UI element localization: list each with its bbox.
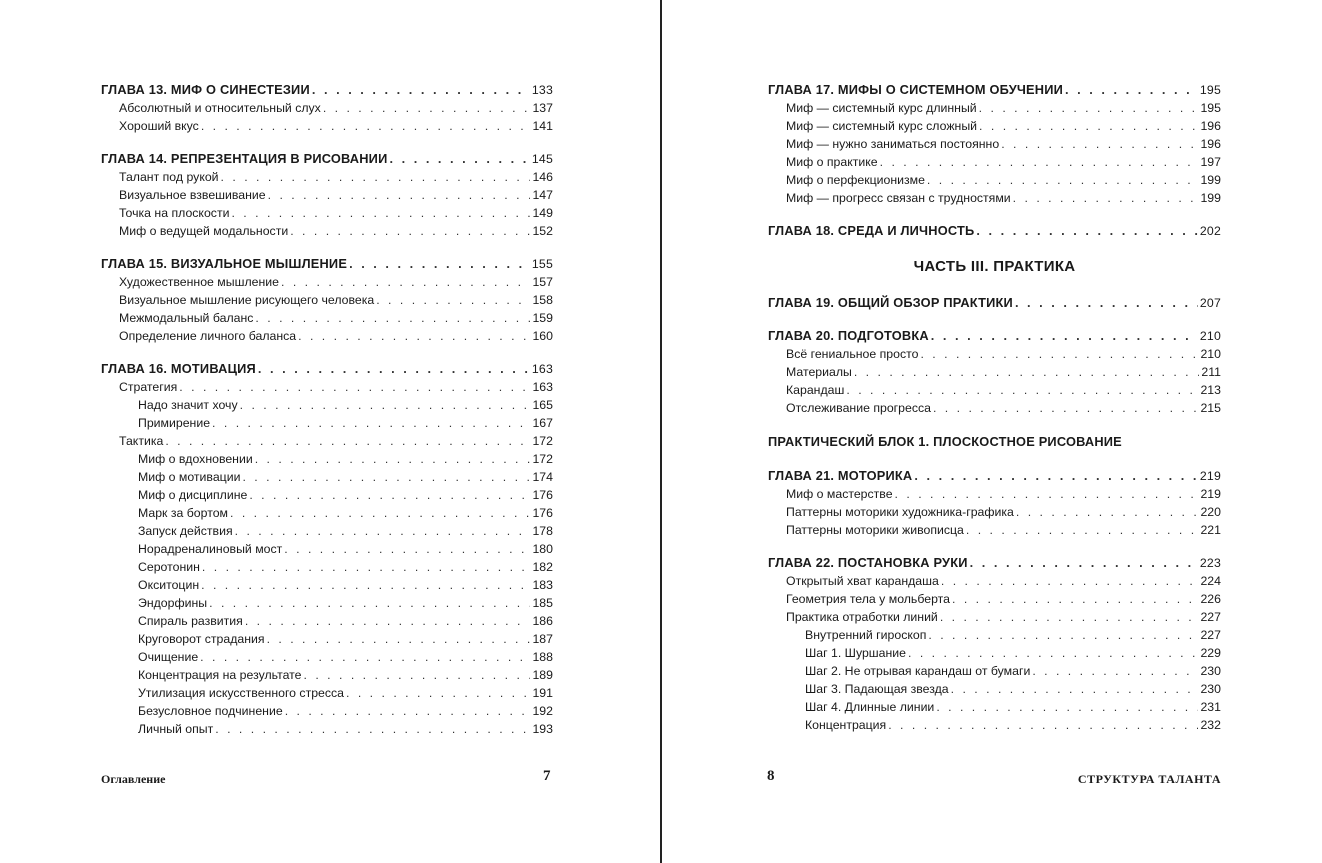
dot-leader (284, 540, 530, 558)
toc-entry-title: Марк за бортом (138, 506, 228, 520)
toc-section-entry (768, 485, 1221, 503)
toc-entry-title: Шаг 3. Падающая звезда (805, 682, 949, 696)
toc-entry-title: Миф о ведущей модальности (119, 224, 289, 238)
toc-section-entry (101, 291, 553, 309)
toc-entry-title: Стратегия (119, 380, 178, 394)
toc-entry-title: Абсолютный и относительный слух (119, 101, 321, 115)
toc-entry-title: ГЛАВА 22. ПОСТАНОВКА РУКИ (768, 555, 968, 570)
toc-section-entry (768, 572, 1221, 590)
toc-section-entry (101, 432, 553, 450)
toc-page-number: 189 (532, 668, 553, 682)
toc-page-number: 221 (1200, 523, 1221, 537)
toc-page-number: 196 (1200, 137, 1221, 151)
toc-page-number: 182 (532, 560, 553, 574)
toc-entry-title: Внутренний гироскоп (805, 628, 927, 642)
toc-page-number: 141 (532, 119, 553, 133)
toc-entry-title: Миф — прогресс связан с трудностями (786, 191, 1011, 205)
part-heading: ЧАСТЬ III. ПРАКТИКА (913, 258, 1076, 275)
dot-leader (880, 153, 1199, 171)
dot-leader (895, 485, 1199, 503)
toc-section-entry (101, 309, 553, 327)
toc-page-number: 211 (1201, 365, 1221, 379)
toc-page-number: 215 (1200, 401, 1221, 415)
dot-leader (231, 204, 530, 222)
toc-page-number: 197 (1200, 155, 1221, 169)
toc-entry-title: Концентрация на результате (138, 668, 302, 682)
toc-entry-title: ГЛАВА 21. МОТОРИКА (768, 468, 913, 483)
dot-leader (281, 273, 530, 291)
dot-leader (1015, 294, 1198, 312)
dot-leader (908, 644, 1198, 662)
dot-leader (209, 594, 530, 612)
dot-leader (888, 716, 1198, 734)
toc-entry-title: Миф — системный курс сложный (786, 119, 978, 133)
toc-section-entry (101, 186, 553, 204)
dot-leader (255, 309, 530, 327)
dot-leader (979, 99, 1199, 117)
toc-page-number: 232 (1200, 718, 1221, 732)
toc-page-number: 230 (1200, 664, 1221, 678)
toc-page-number: 196 (1200, 119, 1221, 133)
dot-leader (349, 255, 530, 273)
dot-leader (846, 381, 1198, 399)
dot-leader (941, 572, 1199, 590)
toc-entry-title: Круговорот страдания (138, 632, 265, 646)
toc-entry-title: Тактика (119, 434, 164, 448)
toc-section-entry (768, 381, 1221, 399)
toc-section-entry (768, 680, 1221, 698)
toc-section-entry (101, 273, 553, 291)
toc-section-entry (768, 608, 1221, 626)
toc-entry-title: ГЛАВА 19. ОБЩИЙ ОБЗОР ПРАКТИКИ (768, 295, 1013, 310)
toc-section-entry (101, 558, 553, 576)
dot-leader (200, 648, 530, 666)
dot-leader (952, 590, 1198, 608)
toc-entry-title: ГЛАВА 14. РЕПРЕЗЕНТАЦИЯ В РИСОВАНИИ (101, 151, 388, 166)
toc-section-entry (101, 222, 553, 240)
dot-leader (230, 504, 530, 522)
toc-page-number: 219 (1199, 469, 1221, 483)
toc-entry-title: Миф о перфекционизме (786, 173, 925, 187)
toc-entry-title: ГЛАВА 16. МОТИВАЦИЯ (101, 361, 256, 376)
toc-entry-title: Шаг 4. Длинные линии (805, 700, 935, 714)
toc-section-entry (101, 576, 553, 594)
toc-page-number: 174 (532, 470, 553, 484)
toc-entry-title: ГЛАВА 13. МИФ О СИНЕСТЕЗИИ (101, 82, 310, 97)
toc-page-number: 193 (532, 722, 553, 736)
dot-leader (1032, 662, 1198, 680)
dot-leader (215, 720, 530, 738)
toc-section-entry (101, 612, 553, 630)
toc-section-entry (101, 720, 553, 738)
toc-entry-title: Геометрия тела у мольберта (786, 592, 950, 606)
toc-page-number: 223 (1199, 556, 1221, 570)
dot-leader (951, 680, 1199, 698)
left-table-of-contents (101, 81, 553, 738)
toc-entry-title: Миф о мотивации (138, 470, 241, 484)
toc-entry-title: Эндорфины (138, 596, 208, 610)
dot-leader (267, 630, 531, 648)
dot-leader (245, 612, 531, 630)
dot-leader (389, 150, 529, 168)
toc-section-entry (101, 486, 553, 504)
toc-entry-title: Надо значит хочу (138, 398, 238, 412)
toc-entry-title: ГЛАВА 20. ПОДГОТОВКА (768, 328, 929, 343)
dot-leader (914, 467, 1198, 485)
toc-page-number: 210 (1200, 347, 1221, 361)
toc-section-entry (768, 345, 1221, 363)
toc-page-number: 207 (1199, 296, 1221, 310)
toc-section-entry (101, 504, 553, 522)
toc-section-entry (768, 399, 1221, 417)
toc-section-entry (768, 626, 1221, 644)
toc-page-number: 145 (531, 152, 553, 166)
toc-section-entry (768, 171, 1221, 189)
dot-leader (933, 399, 1199, 417)
toc-entry-title: Очищение (138, 650, 199, 664)
toc-page-number: 167 (532, 416, 553, 430)
toc-entry-title: ГЛАВА 15. ВИЗУАЛЬНОЕ МЫШЛЕНИЕ (101, 256, 348, 271)
toc-section-entry (101, 702, 553, 720)
toc-page-number: 229 (1200, 646, 1221, 660)
toc-section-entry (101, 540, 553, 558)
toc-page-number: 172 (532, 434, 553, 448)
dot-leader (242, 468, 530, 486)
toc-page-number: 224 (1200, 574, 1221, 588)
toc-entry-title: Открытый хват карандаша (786, 574, 939, 588)
toc-page-number: 227 (1200, 610, 1221, 624)
dot-leader (240, 396, 531, 414)
toc-page-number: 133 (531, 83, 553, 97)
toc-entry-title: Концентрация (805, 718, 887, 732)
toc-page-number: 152 (532, 224, 553, 238)
dot-leader (376, 291, 530, 309)
toc-section-entry (101, 630, 553, 648)
toc-entry-title: Межмодальный баланс (119, 311, 254, 325)
toc-section-entry (101, 378, 553, 396)
toc-section-entry (101, 414, 553, 432)
toc-page-number: 202 (1199, 224, 1221, 238)
toc-section-entry (101, 396, 553, 414)
dot-leader (303, 666, 530, 684)
dot-leader (201, 117, 531, 135)
toc-page-number: 195 (1199, 83, 1221, 97)
toc-section-entry (101, 168, 553, 186)
dot-leader (928, 626, 1198, 644)
toc-entry-title: Паттерны моторики художника-графика (786, 505, 1014, 519)
toc-page-number: 220 (1200, 505, 1221, 519)
toc-page-number: 192 (532, 704, 553, 718)
dot-leader (285, 702, 531, 720)
toc-section-entry (768, 189, 1221, 207)
toc-entry-title: Определение личного баланса (119, 329, 297, 343)
toc-entry-title: Миф — нужно заниматься постоянно (786, 137, 1000, 151)
dot-leader (202, 558, 531, 576)
toc-entry-title: Миф о практике (786, 155, 878, 169)
right-table-of-contents (768, 81, 1221, 734)
dot-leader (1001, 135, 1198, 153)
dot-leader (201, 576, 530, 594)
toc-entry-title: Паттерны моторики живописца (786, 523, 964, 537)
toc-section-entry (768, 590, 1221, 608)
toc-page-number: 188 (532, 650, 553, 664)
toc-page-number: 163 (532, 380, 553, 394)
toc-entry-title: Миф о дисциплине (138, 488, 248, 502)
toc-page-number: 230 (1200, 682, 1221, 696)
toc-page-number: 165 (532, 398, 553, 412)
dot-leader (976, 222, 1197, 240)
dot-leader (212, 414, 530, 432)
dot-leader (179, 378, 530, 396)
toc-section-entry (101, 666, 553, 684)
right-running-title: СТРУКТУРА ТАЛАНТА (1077, 772, 1221, 786)
left-page-number: 7 (543, 768, 551, 784)
toc-entry-title: Шаг 1. Шуршание (805, 646, 907, 660)
toc-chapter-entry (768, 467, 1221, 485)
toc-entry-title: Примирение (138, 416, 211, 430)
dot-leader (1065, 81, 1198, 99)
toc-entry-title: Спираль развития (138, 614, 243, 628)
toc-page-number: 226 (1200, 592, 1221, 606)
toc-section-entry (768, 716, 1221, 734)
toc-section-entry (768, 698, 1221, 716)
toc-section-entry (101, 522, 553, 540)
toc-page-number: 149 (532, 206, 553, 220)
toc-entry-title: Визуальное мышление рисующего человека (119, 293, 375, 307)
toc-page-number: 185 (532, 596, 553, 610)
toc-page-number: 199 (1200, 191, 1221, 205)
toc-entry-title: ГЛАВА 18. СРЕДА И ЛИЧНОСТЬ (768, 223, 975, 238)
dot-leader (1013, 189, 1199, 207)
toc-entry-title: Миф — системный курс длинный (786, 101, 977, 115)
toc-entry-title: ГЛАВА 17. МИФЫ О СИСТЕМНОМ ОБУЧЕНИИ (768, 82, 1064, 97)
toc-page-number: 176 (532, 488, 553, 502)
dot-leader (221, 168, 531, 186)
toc-chapter-entry (768, 327, 1221, 345)
toc-chapter-entry (101, 255, 553, 273)
toc-entry-title: Миф о мастерстве (786, 487, 893, 501)
right-page-number: 8 (767, 768, 775, 784)
dot-leader (920, 345, 1198, 363)
toc-section-entry (101, 117, 553, 135)
toc-page-number: 176 (532, 506, 553, 520)
dot-leader (268, 186, 531, 204)
toc-section-entry (768, 644, 1221, 662)
toc-section-entry (101, 648, 553, 666)
dot-leader (312, 81, 530, 99)
dot-leader (1016, 503, 1199, 521)
dot-leader (346, 684, 530, 702)
toc-entry-title: Запуск действия (138, 524, 233, 538)
dot-leader (966, 521, 1199, 539)
toc-entry-title: Окситоцин (138, 578, 200, 592)
toc-page-number: 157 (532, 275, 553, 289)
toc-chapter-entry (768, 294, 1221, 312)
toc-chapter-entry (768, 554, 1221, 572)
toc-page-number: 178 (532, 524, 553, 538)
toc-page-number: 213 (1200, 383, 1221, 397)
dot-leader (323, 99, 531, 117)
dot-leader (298, 327, 530, 345)
toc-section-entry (768, 363, 1221, 381)
toc-chapter-entry (101, 150, 553, 168)
dot-leader (931, 327, 1198, 345)
right-page (662, 0, 1322, 863)
toc-section-entry (768, 117, 1221, 135)
toc-section-entry (768, 503, 1221, 521)
toc-page-number: 155 (531, 257, 553, 271)
toc-section-entry (768, 153, 1221, 171)
toc-section-entry (768, 135, 1221, 153)
toc-section-entry (768, 99, 1221, 117)
left-running-title: Оглавление (101, 772, 166, 786)
dot-leader (854, 363, 1200, 381)
toc-page-number: 183 (532, 578, 553, 592)
dot-leader (165, 432, 530, 450)
toc-entry-title: Материалы (786, 365, 852, 379)
dot-leader (979, 117, 1198, 135)
toc-entry-title: Серотонин (138, 560, 200, 574)
toc-page-number: 187 (532, 632, 553, 646)
toc-page-number: 231 (1200, 700, 1221, 714)
toc-entry-title: Практика отработки линий (786, 610, 938, 624)
toc-chapter-entry (101, 81, 553, 99)
toc-page-number: 137 (532, 101, 553, 115)
toc-chapter-entry (101, 360, 553, 378)
toc-page-number: 163 (531, 362, 553, 376)
toc-section-entry (101, 327, 553, 345)
toc-section-entry (768, 662, 1221, 680)
toc-chapter-entry (768, 81, 1221, 99)
toc-page-number: 210 (1199, 329, 1221, 343)
toc-page-number: 172 (532, 452, 553, 466)
toc-entry-title: Отслеживание прогресса (786, 401, 931, 415)
toc-section-entry (101, 99, 553, 117)
dot-leader (940, 608, 1199, 626)
toc-section-entry (101, 684, 553, 702)
toc-section-entry (768, 521, 1221, 539)
toc-entry-title: Талант под рукой (119, 170, 219, 184)
dot-leader (255, 450, 531, 468)
dot-leader (970, 554, 1198, 572)
toc-page-number: 158 (532, 293, 553, 307)
toc-entry-title: Точка на плоскости (119, 206, 230, 220)
toc-entry-title: Визуальное взвешивание (119, 188, 266, 202)
toc-page-number: 186 (532, 614, 553, 628)
toc-section-entry (101, 594, 553, 612)
toc-section-entry (101, 450, 553, 468)
toc-entry-title: Утилизация искусственного стресса (138, 686, 345, 700)
toc-entry-title: Безусловное подчинение (138, 704, 283, 718)
dot-leader (235, 522, 531, 540)
toc-page-number: 195 (1200, 101, 1221, 115)
dot-leader (249, 486, 530, 504)
dot-leader (927, 171, 1199, 189)
toc-page-number: 199 (1200, 173, 1221, 187)
toc-entry-title: Карандаш (786, 383, 845, 397)
toc-page-number: 219 (1200, 487, 1221, 501)
dot-leader (936, 698, 1198, 716)
toc-entry-title: Хороший вкус (119, 119, 199, 133)
toc-page-number: 146 (532, 170, 553, 184)
toc-section-entry (101, 204, 553, 222)
toc-page-number: 147 (532, 188, 553, 202)
toc-page-number: 191 (532, 686, 553, 700)
toc-entry-title: Шаг 2. Не отрывая карандаш от бумаги (805, 664, 1031, 678)
toc-page-number: 227 (1200, 628, 1221, 642)
dot-leader (290, 222, 530, 240)
toc-entry-title: Всё гениальное просто (786, 347, 919, 361)
toc-entry-title: Миф о вдохновении (138, 452, 253, 466)
practical-block-heading: ПРАКТИЧЕСКИЙ БЛОК 1. ПЛОСКОСТНОЕ РИСОВАНИЕ (768, 434, 1122, 449)
toc-section-entry (101, 468, 553, 486)
toc-entry-title: Личный опыт (138, 722, 214, 736)
toc-chapter-entry (768, 222, 1221, 240)
toc-entry-title: Художественное мышление (119, 275, 279, 289)
dot-leader (258, 360, 530, 378)
toc-page-number: 160 (532, 329, 553, 343)
toc-entry-title: Норадреналиновый мост (138, 542, 283, 556)
toc-page-number: 180 (532, 542, 553, 556)
toc-page-number: 159 (532, 311, 553, 325)
